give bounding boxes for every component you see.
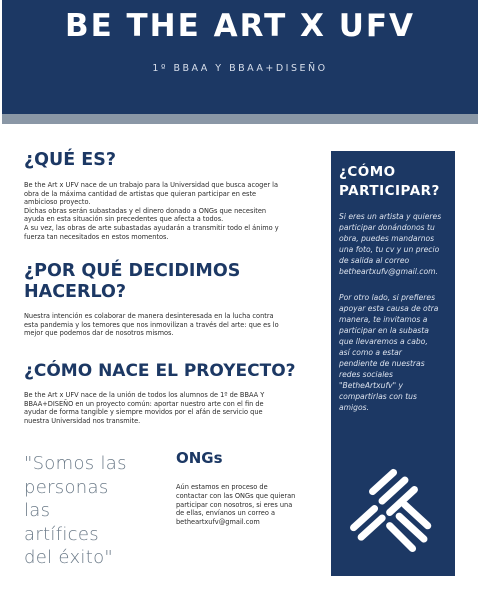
text-line: Por otro lado, si prefieres: [339, 293, 436, 302]
section-text-por-que: [24, 312, 279, 338]
quote-line: personas: [24, 476, 109, 498]
quote-line: las: [24, 500, 51, 521]
text-line: amigos.: [339, 403, 369, 412]
text-line: apoyar esta causa de otra: [339, 304, 439, 313]
section-text-como-nace: [24, 391, 264, 425]
email-text: betheartxufv@gmail.com: [176, 518, 260, 527]
section-heading-por-que: [24, 261, 240, 303]
text-line: fuerza tan necesitados en estos momentos.: [24, 232, 169, 241]
text-line: Si eres un artista y quieres: [339, 212, 442, 221]
text-line: participar en la subasta: [339, 326, 429, 335]
quote-text: [24, 452, 174, 570]
sidebar-paragraph-artists: [339, 211, 441, 277]
heading-line: PARTICIPAR?: [339, 183, 440, 199]
quote-line: "Somos las: [24, 453, 127, 474]
section-text-que-es: [24, 181, 279, 241]
sidebar-heading: [339, 163, 440, 201]
header-divider-band: [2, 114, 478, 124]
email-text: betheartxufv@gmail.com.: [339, 267, 438, 276]
section-heading-como-nace: ¿CÓMO NACE EL PROYECTO?: [24, 361, 296, 381]
text-line: ayudar de forma tangible y siempre movidos por el afán de servicio que: [24, 408, 263, 417]
heading-line: ¿POR QUÉ DECIDIMOS: [24, 261, 241, 281]
heading-line: ¿CÓMO: [339, 164, 396, 180]
section-heading-que-es: ¿QUÉ ES?: [24, 150, 116, 170]
text-line: de ellas, envíanos un correo a: [176, 509, 275, 518]
text-line: obra de la máxima cantidad de artistas que quieran participar en este: [24, 189, 257, 198]
text-line: "BetheArtxufv" y: [339, 381, 404, 390]
page-title: BE THE ART X UFV: [64, 8, 416, 44]
quote-line: del éxito": [24, 547, 113, 568]
text-line: una foto, tu cv y un precio: [339, 245, 440, 254]
text-line: esta pandemia y los temores que nos inmovilizan a través del arte: que es lo: [24, 320, 279, 329]
text-line: de salida al correo: [339, 256, 410, 265]
text-line: así como a estar: [339, 348, 402, 357]
text-line: compartirlas con tus: [339, 392, 417, 401]
text-line: Be the Art x UFV nace de un trabajo para la Universidad que busca acoger la: [24, 181, 279, 189]
text-line: BBAA+DISEÑO en un proyecto común: aportar nuestro arte con el fin de: [24, 399, 264, 408]
sidebar-como-participar: [331, 151, 455, 576]
text-line: Be the Art x UFV nace de la unión de todos los alumnos de 1º de BBAA Y: [24, 391, 265, 399]
text-line: Nuestra intención es colaborar de manera desinteresada en la lucha contra: [24, 312, 274, 320]
text-line: Aún estamos en proceso de: [176, 483, 268, 491]
text-line: redes sociales: [339, 370, 393, 379]
text-line: ayuda en esta situación sin precedentes que afecta a todos.: [24, 215, 224, 224]
text-line: ambicioso proyecto.: [24, 198, 91, 207]
quote-line: artífices: [24, 523, 99, 545]
sidebar-paragraph-support: [339, 292, 438, 413]
ongs-heading: ONGs: [176, 449, 223, 467]
ongs-text: [176, 483, 295, 527]
heading-line: HACERLO?: [24, 282, 127, 302]
header-banner: [2, 0, 478, 114]
text-line: pendiente de nuestras: [339, 359, 425, 368]
text-line: participar donándonos tu: [339, 223, 435, 232]
text-line: nuestra Universidad nos transmite.: [24, 416, 141, 425]
text-line: Dichas obras serán subastadas y el dinero donado a ONGs que necesiten: [24, 206, 267, 215]
text-line: manera, te invitamos a: [339, 315, 428, 324]
hands-sticks-logo-icon: [346, 463, 441, 558]
text-line: A su vez, las obras de arte subastadas ayudarán a transmitir todo el ánimo y: [24, 223, 279, 232]
text-line: contactar con las ONGs que quieran: [176, 491, 296, 500]
text-line: participar con nosotros, si eres una: [176, 500, 293, 509]
text-line: obra, puedes mandarnos: [339, 234, 435, 243]
text-line: mejor que podemos dar de nosotros mismos.: [24, 329, 174, 338]
page-subtitle: 1º BBAA Y BBAA+DISEÑO: [152, 63, 328, 74]
text-line: que llevaremos a cabo,: [339, 337, 428, 346]
